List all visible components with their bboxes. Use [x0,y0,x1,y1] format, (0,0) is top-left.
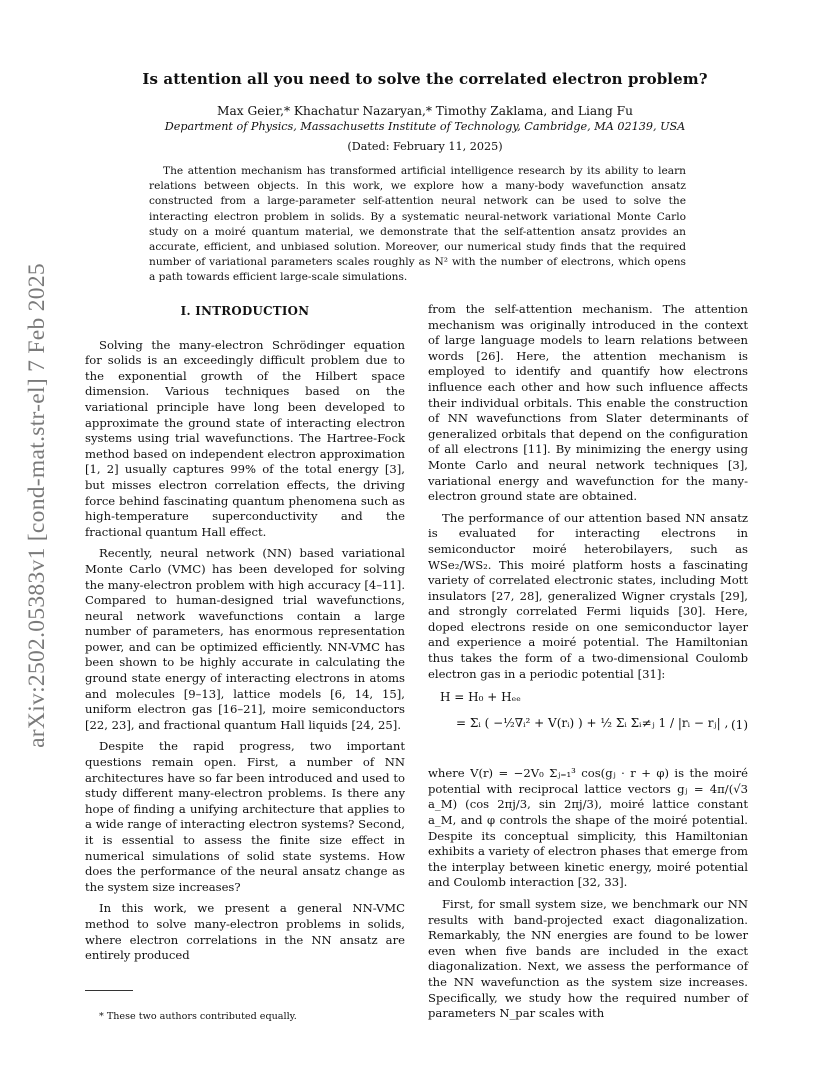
paragraph: First, for small system size, we benchmark our NN results with band-projected exact diagonalization. Remarkably, the NN energies are found to be lower even when five bands are included in the exact diagonalization. Next, we assess the performance of the NN wavefunction as the system size increases. Specifically, we study how the required number of parameters N_par scales with [428,897,748,1021]
footnote-rule [85,990,133,991]
equation-number: (1) [731,718,748,733]
footnote: * These two authors contributed equally. [99,1010,297,1022]
paragraph: In this work, we present a general NN-VMC method to solve many-electron problems in solids, where electron correlations in the NN ansatz are entirely produced [85,901,405,963]
equation-line-2: = Σᵢ ( −½∇ᵢ² + V(rᵢ) ) + ½ Σᵢ Σᵢ≠ⱼ 1 / |rᵢ − rⱼ| , [456,716,729,731]
arxiv-stamp: arXiv:2502.05383v1 [cond-mat.str-el] 7 Feb 2025 [23,262,50,748]
section-heading: I. INTRODUCTION [180,304,310,318]
right-column [428,302,748,1028]
equation-line-1: H = H₀ + Hₑₑ [440,690,521,705]
paragraph: Despite the rapid progress, two important questions remain open. First, a number of NN architectures have so far been introduced and used to study different many-electron problems. Is there any hope of finding a unifying architecture that applies to a wide range of interacting electron systems? Second, it is essential to assess the finite size effect in numerical simulations of solid state systems. How does the performance of the neural ansatz change as the system size increases? [85,739,405,894]
paragraph: Recently, neural network (NN) based variational Monte Carlo (VMC) has been developed for solving the many-electron problem with high accuracy [4–11]. Compared to human-designed trial wavefunctions, neural network wavefunctions contain a large number of parameters, has enormous representation power, and can be optimized efficiently. NN-VMC has been shown to be highly accurate in calculating the ground state energy of interacting electrons in atoms and molecules [9–13], lattice models [6, 14, 15], uniform electron gas [16–21], moire semiconductors [22, 23], and fractional quantum Hall liquids [24, 25]. [85,546,405,732]
authors: Max Geier,* Khachatur Nazaryan,* Timothy Zaklama, and Liang Fu [217,104,633,118]
date-line: (Dated: February 11, 2025) [347,140,503,153]
equation-1 [428,688,748,756]
paragraph: where V(r) = −2V₀ Σⱼ₌₁³ cos(gⱼ · r + φ) is the moiré potential with reciprocal lattice vectors gⱼ = 4π/(√3 a_M) (cos 2πj/3, sin 2πj/3), moiré lattice constant a_M, and φ controls the shape of the moiré potential. Despite its conceptual simplicity, this Hamiltonian exhibits a variety of electron phases that emerge from the interplay between kinetic energy, moiré potential and Coulomb interaction [32, 33]. [428,766,748,890]
paper-title: Is attention all you need to solve the correlated electron problem? [142,70,708,88]
paragraph: from the self-attention mechanism. The attention mechanism was originally introduced in the context of large language models to learn relations between words [26]. Here, the attention mechanism is employed to identify and quantify how electrons influence each other and how such influence affects their individual orbitals. This enable the construction of NN wavefunctions from Slater determinants of generalized orbitals that depend on the configuration of all electrons [11]. By minimizing the energy using Monte Carlo and neural network techniques [3], variational energy and wavefunction for the many-electron ground state are obtained. [428,302,748,504]
abstract: The attention mechanism has transformed artificial intelligence research by its ability to learn relations between objects. In this work, we explore how a many-body wavefunction ansatz constructed from a large-parameter self-attention neural network can be used to solve the interacting electron problem in solids. By a systematic neural-network variational Monte Carlo study on a moiré quantum material, we demonstrate that the self-attention ansatz provides an accurate, efficient, and unbiased solution. Moreover, our numerical study finds that the required number of variational parameters scales roughly as N² with the number of electrons, which opens a path towards efficient large-scale simulations. [149,165,686,284]
paragraph: The performance of our attention based NN ansatz is evaluated for interacting electrons in semiconductor moiré heterobilayers, such as WSe₂/WS₂. This moiré platform hosts a fascinating variety of correlated electronic states, including Mott insulators [27, 28], generalized Wigner crystals [29], and strongly correlated Fermi liquids [30]. Here, doped electrons reside on one semiconductor layer and experience a moiré potential. The Hamiltonian thus takes the form of a two-dimensional Coulomb electron gas in a periodic potential [31]: [428,510,748,681]
affiliation: Department of Physics, Massachusetts Institute of Technology, Cambridge, MA 02139, USA [164,120,686,133]
paragraph: Solving the many-electron Schrödinger equation for solids is an exceedingly difficult problem due to the exponential growth of the Hilbert space dimension. Various techniques based on the variational principle have long been developed to approximate the ground state of interacting electron systems using trial wavefunctions. The Hartree-Fock method based on independent electron approximation [1, 2] usually captures 99% of the total energy [3], but misses electron correlation effects, the driving force behind fascinating quantum phenomena such as high-temperature superconductivity and the fractional quantum Hall effect. [85,337,405,539]
left-column [85,300,405,1023]
